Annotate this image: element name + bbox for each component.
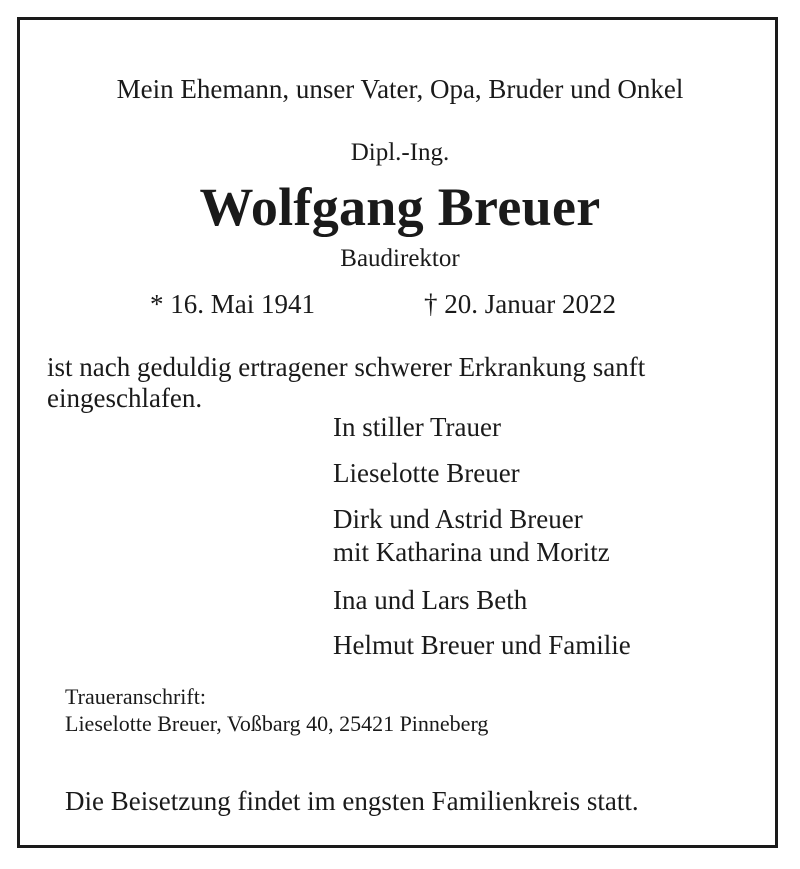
intro-line: Mein Ehemann, unser Vater, Opa, Bruder und Onkel [116, 74, 684, 104]
deceased-name: Wolfgang Breuer [199, 177, 601, 237]
mourner-line: Dirk und Astrid Breuer [333, 504, 583, 534]
mourner-line: mit Katharina und Moritz [333, 537, 610, 567]
address-label: Traueranschrift: [65, 684, 206, 709]
notice-message: ist nach geduldig ertragener schwerer Erkrankung sanft eingeschlafen. [47, 352, 646, 413]
mourner-line: Lieselotte Breuer [333, 458, 520, 488]
academic-title: Dipl.-Ing. [350, 139, 450, 166]
death-date: † 20. Januar 2022 [424, 289, 616, 319]
birth-date: * 16. Mai 1941 [150, 289, 315, 319]
profession: Baudirektor [340, 245, 460, 272]
mourning-address: Lieselotte Breuer, Voßbarg 40, 25421 Pinneberg [65, 711, 489, 736]
mourners-heading: In stiller Trauer [333, 412, 501, 442]
mourner-line: Ina und Lars Beth [333, 585, 528, 615]
mourner-line: Helmut Breuer und Familie [333, 630, 631, 660]
funeral-note: Die Beisetzung findet im engsten Familienkreis statt. [65, 786, 639, 816]
